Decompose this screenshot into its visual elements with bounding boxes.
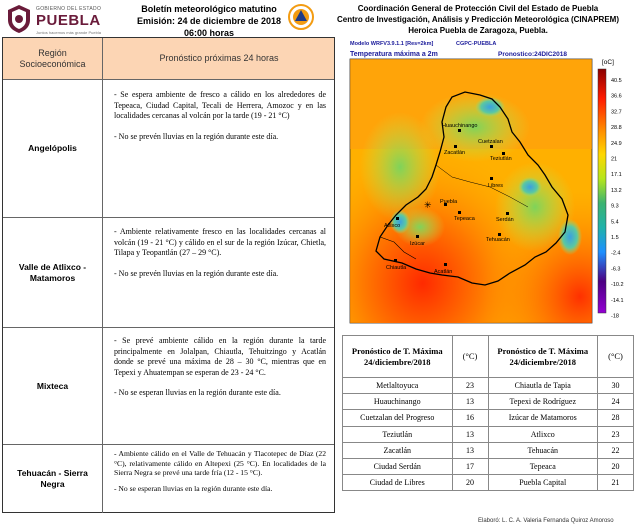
temperature-cell: 20 xyxy=(452,475,488,491)
place-cell: Zacatlán xyxy=(343,442,453,458)
scale-label: 9.3 xyxy=(611,203,619,210)
forecast-paragraph: - Ambiente cálido en el Valle de Tehuacán y Tlacotepec de Díaz (22 °C), relativamente cálido en Altepexi (25 °C). En localidades de la Sierra Negra se prevé una tarde fría (12 - 15 °C). xyxy=(114,449,326,478)
map-unit-label: [oC] xyxy=(602,59,614,66)
forecast-paragraph: - No se prevén lluvias en la región durante este día. xyxy=(114,268,279,278)
forecast-row-angelopolis xyxy=(3,80,334,218)
region-column-header: Región Socioeconómica xyxy=(3,38,103,79)
city-marker xyxy=(490,145,493,148)
temperature-cell: 30 xyxy=(598,378,634,394)
temperature-map xyxy=(340,37,638,327)
map-variable-label: Temperatura máxima a 2m xyxy=(350,51,438,58)
place-cell: Puebla Capital xyxy=(488,475,598,491)
city-label: Teziutlán xyxy=(490,156,512,162)
region-name: Angelópolis xyxy=(3,80,103,217)
unit-column-header: (°C) xyxy=(598,336,634,378)
place-column-header: Pronóstico de T. Máxima 24/diciembre/2018 xyxy=(488,336,598,378)
city-label: Atlixco xyxy=(384,223,401,229)
org-line-3: Heroica Puebla de Zaragoza, Puebla. xyxy=(408,26,548,35)
forecast-paragraph: - No se esperan lluvias en la región durante este día. xyxy=(114,388,281,397)
temperature-cell: 21 xyxy=(598,475,634,491)
temperature-cell: 22 xyxy=(598,442,634,458)
proteccion-civil-logo-icon xyxy=(288,3,314,31)
scale-label: -14.1 xyxy=(611,297,624,304)
scale-label: 36.6 xyxy=(611,93,622,100)
temperature-cell: 23 xyxy=(452,378,488,394)
city-marker xyxy=(498,233,501,236)
temperature-cell: 16 xyxy=(452,410,488,426)
city-marker xyxy=(502,152,505,155)
logo-big-text: PUEBLA xyxy=(36,12,101,29)
scale-label: -18 xyxy=(611,313,619,320)
bulletin-title: Boletín meteorológico matutino xyxy=(141,4,277,14)
forecast-paragraph: - No se esperan lluvias en la región durante este día. xyxy=(114,483,273,493)
temperature-cell: 13 xyxy=(452,426,488,442)
place-cell: Tehuacán xyxy=(488,442,598,458)
temperature-cell: 28 xyxy=(598,410,634,426)
region-name: Tehuacán - Sierra Negra xyxy=(3,445,103,513)
color-scale-bar xyxy=(598,69,606,313)
city-marker xyxy=(394,259,397,262)
scale-label: -2.4 xyxy=(611,250,621,257)
forecast-paragraph: - Ambiente relativamente fresco en las localidades cercanas al volcán (19 - 21 °C) y cálido en el sur de la región Izúcar, Chietla, Tilapa y Teopantlán (27 – 29 °C). xyxy=(114,227,326,257)
region-name: Valle de Atlixco - Matamoros xyxy=(3,218,103,327)
place-cell: Atlixco xyxy=(488,426,598,442)
city-label: Serdán xyxy=(496,217,514,223)
forecast-text xyxy=(104,80,334,217)
place-cell: Ciudad de Libres xyxy=(343,475,453,491)
temperature-cell: 20 xyxy=(598,458,634,474)
temperature-cell: 17 xyxy=(452,458,488,474)
forecast-row-atlixco-matamoros xyxy=(3,218,334,328)
puebla-logo-icon xyxy=(6,4,32,34)
city-label: Tehuacán xyxy=(486,237,510,243)
table-row xyxy=(343,442,634,458)
scale-label: 13.2 xyxy=(611,187,622,194)
forecast-table xyxy=(2,37,335,513)
table-row xyxy=(343,410,634,426)
temperature-cell: 24 xyxy=(598,394,634,410)
forecast-paragraph: - Se espera ambiente de fresco a cálido en los alrededores de Tepeaca, Ciudad Capital, Tecali de Herrera, Amozoc y en las localidades cercanas al volcán por la tarde (19 - 21 °C) xyxy=(114,90,326,120)
place-cell: Cuetzalan del Progreso xyxy=(343,410,453,426)
map-org-label: CGPC-PUEBLA xyxy=(456,41,497,47)
place-cell: Tepexi de Rodríguez xyxy=(488,394,598,410)
bulletin-emission: Emisión: 24 de diciembre de 2018 xyxy=(136,16,282,26)
puebla-government-logo xyxy=(6,4,111,36)
forecast-paragraph: - Se prevé ambiente cálido en la región durante la tarde principalmente en Jolalpan, Chiautla, Tehuitzingo y Acatlán donde se prevé una máxima de 28 – 30 °C, mientras que en Tepexi y Ahuatempan se esperan de 23 - 24 °C. xyxy=(114,336,326,377)
forecast-text xyxy=(104,218,334,327)
logo-small-text: GOBIERNO DEL ESTADO xyxy=(36,6,102,12)
city-marker xyxy=(454,145,457,148)
city-label: Izúcar xyxy=(410,241,425,247)
org-line-1: Coordinación General de Protección Civil del Estado de Puebla xyxy=(357,4,599,13)
place-cell: Izúcar de Matamoros xyxy=(488,410,598,426)
organization-header xyxy=(318,3,638,36)
place-cell: Teziutlán xyxy=(343,426,453,442)
forecast-row-tehuacan-sierra-negra xyxy=(3,445,334,513)
table-row xyxy=(343,426,634,442)
scale-label: 21 xyxy=(611,156,618,163)
unit-column-header: (°C) xyxy=(452,336,488,378)
scale-label: 40.5 xyxy=(611,78,622,84)
city-marker xyxy=(458,129,461,132)
forecast-text xyxy=(104,328,334,444)
table-row xyxy=(343,394,634,410)
forecast-column-header: Pronóstico próximas 24 horas xyxy=(159,53,279,64)
temperature-map-svg xyxy=(340,37,638,327)
scale-label: -10.2 xyxy=(611,282,624,289)
org-line-2: Centro de Investigación, Análisis y Predicción Meteorológica (CINAPREM) xyxy=(337,15,619,24)
place-cell: Ciudad Serdán xyxy=(343,458,453,474)
scale-label: 32.7 xyxy=(611,109,622,116)
forecast-row-mixteca xyxy=(3,328,334,445)
bulletin-time: 06:00 horas xyxy=(183,28,235,38)
city-marker xyxy=(506,212,509,215)
city-label: Huauchinango xyxy=(442,123,478,129)
table-row xyxy=(343,458,634,474)
city-marker xyxy=(416,235,419,238)
place-cell: Chiautla de Tapia xyxy=(488,378,598,394)
scale-label: 17.1 xyxy=(611,172,622,179)
volcano-marker: ✳ xyxy=(424,200,432,210)
temperature-cell: 13 xyxy=(452,442,488,458)
city-marker xyxy=(444,263,447,266)
color-scale-labels xyxy=(611,78,624,320)
bulletin-header xyxy=(128,3,290,39)
max-temperature-table xyxy=(342,335,634,491)
scale-label: -6.3 xyxy=(611,266,621,273)
city-label: Puebla xyxy=(440,199,458,205)
logo-tagline: Juntos hacemos más grande Puebla xyxy=(36,30,101,35)
city-label: Acatlán xyxy=(434,269,453,275)
forecast-table-header xyxy=(3,38,334,80)
city-label: Tepeaca xyxy=(454,216,475,222)
temperature-cell: 23 xyxy=(598,426,634,442)
city-label: Zacatlán xyxy=(444,150,466,156)
scale-label: 5.4 xyxy=(611,219,619,226)
region-name: Mixteca xyxy=(3,328,103,444)
place-column-header: Pronóstico de T. Máxima 24/diciembre/2018 xyxy=(343,336,453,378)
temperature-table-header xyxy=(343,336,634,378)
table-row xyxy=(343,378,634,394)
city-label: Libres xyxy=(488,183,503,189)
place-cell: Metlaltoyuca xyxy=(343,378,453,394)
place-cell: Tepeaca xyxy=(488,458,598,474)
map-forecast-label: Pronostico:24DIC2018 xyxy=(498,51,567,58)
author-credit: Elaboró: L. C. A. Valeria Fernanda Quiroz Amoroso xyxy=(478,518,614,524)
city-label: Chiautla xyxy=(386,265,407,271)
table-row xyxy=(343,475,634,491)
temperature-cell: 13 xyxy=(452,394,488,410)
place-cell: Huauchinango xyxy=(343,394,453,410)
scale-label: 1.5 xyxy=(611,235,619,241)
city-label: Cuetzalan xyxy=(478,139,503,145)
scale-label: 24.9 xyxy=(611,140,622,147)
forecast-paragraph: - No se prevén lluvias en la región durante este día. xyxy=(114,131,279,141)
city-marker xyxy=(490,177,493,180)
map-model-label: Modelo WRFV3.9.1.1 [Res=2km] xyxy=(350,41,434,47)
scale-label: 28.8 xyxy=(611,125,622,132)
forecast-text xyxy=(104,445,334,513)
city-marker xyxy=(396,217,399,220)
city-marker xyxy=(458,211,461,214)
